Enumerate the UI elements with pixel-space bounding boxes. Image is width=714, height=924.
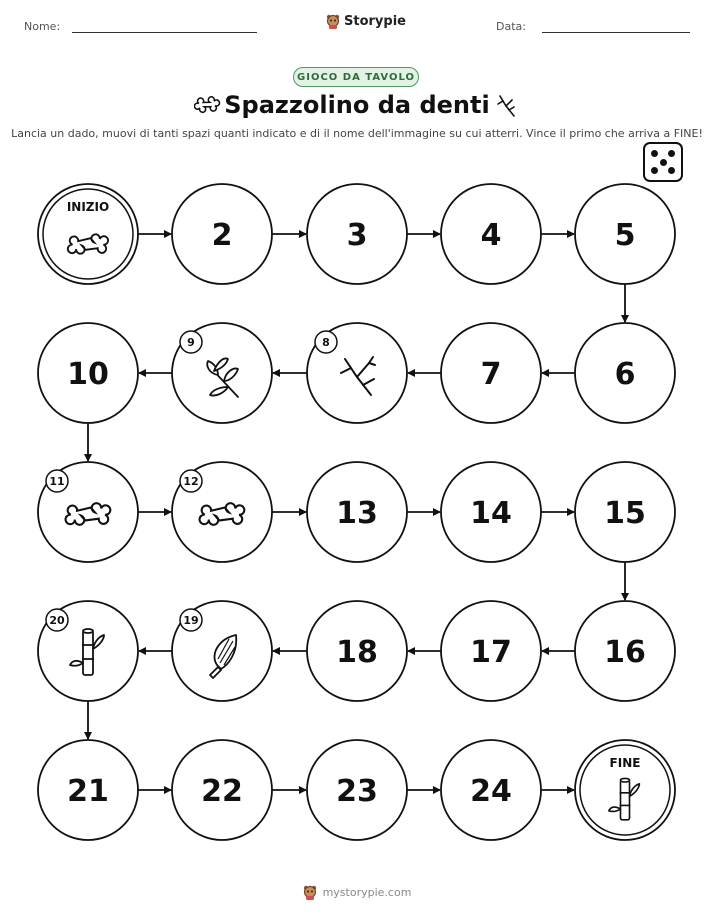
board-space[interactable] [172, 323, 272, 423]
board-space[interactable] [441, 601, 541, 701]
space-number: 14 [470, 496, 512, 531]
space-number: 21 [67, 774, 109, 809]
board-space[interactable] [172, 184, 272, 284]
space-number-badge: 19 [183, 614, 199, 627]
space-number: 15 [604, 496, 646, 531]
space-number: 17 [470, 635, 512, 670]
space-number: 10 [67, 357, 109, 392]
logo-text: Storypie [344, 13, 406, 29]
footer [0, 884, 714, 900]
board-space[interactable] [441, 740, 541, 840]
space-number: 13 [336, 496, 378, 531]
board-space[interactable] [307, 323, 407, 423]
board-space[interactable] [172, 462, 272, 562]
space-number: 22 [201, 774, 243, 809]
space-label: INIZIO [66, 200, 110, 214]
mascot-icon [303, 884, 317, 900]
board-space[interactable] [441, 184, 541, 284]
instructions-text: Lancia un dado, muovi di tanti spazi quanti indicato e di il nome dell'immagine su cui atterri. Vince il primo che arriva a FINE! [11, 127, 703, 140]
board-space[interactable] [307, 462, 407, 562]
space-number: 16 [604, 635, 646, 670]
start-space[interactable] [38, 184, 138, 284]
board-space[interactable] [38, 740, 138, 840]
space-number: 3 [346, 218, 368, 253]
space-number-badge: 9 [187, 336, 195, 349]
footer-url: mystorypie.com [322, 885, 412, 899]
board-space[interactable] [575, 601, 675, 701]
board-space[interactable] [38, 601, 138, 701]
date-label: Data: [496, 20, 526, 33]
space-number: 4 [480, 218, 502, 253]
space-number-badge: 12 [183, 475, 199, 488]
page-title: Spazzolino da denti [224, 91, 490, 119]
board-space[interactable] [575, 462, 675, 562]
board-space[interactable] [172, 601, 272, 701]
category-badge: GIOCO DA TAVOLO [293, 67, 419, 87]
board-space[interactable] [575, 184, 675, 284]
space-number: 24 [470, 774, 512, 809]
space-label: FINE [609, 756, 641, 770]
board-space[interactable] [441, 323, 541, 423]
space-number: 7 [480, 357, 502, 392]
board-space[interactable] [38, 323, 138, 423]
name-label: Nome: [24, 20, 61, 33]
board-space[interactable] [307, 601, 407, 701]
board-space[interactable] [307, 184, 407, 284]
board-space[interactable] [575, 323, 675, 423]
space-number: 5 [614, 218, 636, 253]
space-number: 23 [336, 774, 378, 809]
space-number: 2 [211, 218, 233, 253]
space-number: 18 [336, 635, 378, 670]
board-space[interactable] [441, 462, 541, 562]
board-space[interactable] [307, 740, 407, 840]
space-number-badge: 11 [49, 475, 65, 488]
space-number: 6 [614, 357, 636, 392]
space-number-badge: 8 [322, 336, 330, 349]
board-space[interactable] [172, 740, 272, 840]
board-space[interactable] [38, 462, 138, 562]
finish-space[interactable] [575, 740, 675, 840]
space-number-badge: 20 [49, 614, 65, 627]
